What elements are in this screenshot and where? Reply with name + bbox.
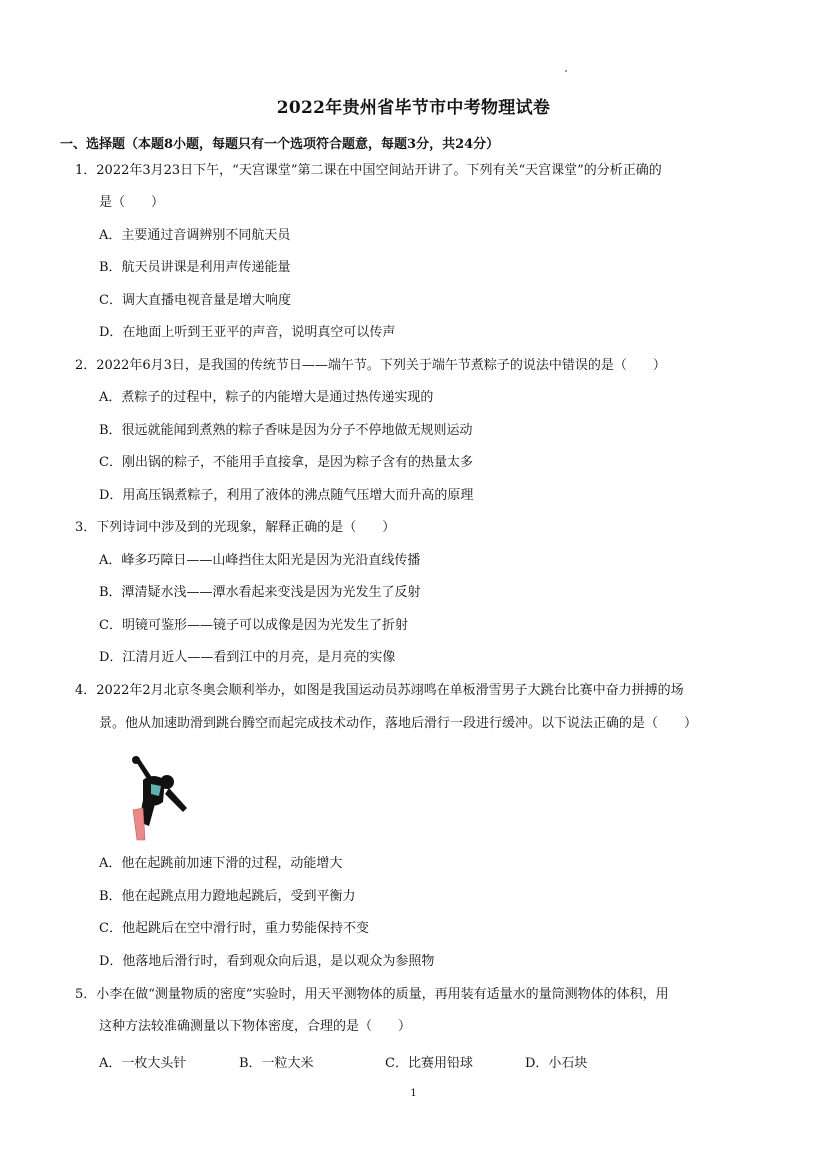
question-4-stem-line-1: 4．2022年2月北京冬奥会顺利举办，如图是我国运动员苏翊鸣在单板滑雪男子大跳台比赛中奋力拼搏的场	[75, 683, 684, 698]
question-2-option-a: A．煮粽子的过程中，粽子的内能增大是通过热传递实现的	[99, 390, 434, 405]
question-4-stem-line-2: 景。他从加速助滑到跳台腾空而起完成技术动作，落地后滑行一段进行缓冲。以下说法正确的是（ ）	[99, 716, 698, 731]
question-2-stem-line-1: 2．2022年6月3日，是我国的传统节日——端午节。下列关于端午节煮粽子的说法中错误的是（ ）	[75, 358, 666, 373]
question-3-option-d: D．江清月近人——看到江中的月亮，是月亮的实像	[99, 650, 396, 665]
question-5-option-c: C．比赛用铅球	[385, 1056, 473, 1071]
question-3-option-c: C．明镜可鉴形——镜子可以成像是因为光发生了折射	[99, 618, 408, 633]
page-title: 2022年贵州省毕节市中考物理试卷	[276, 98, 551, 118]
section-heading: 一、选择题（本题8小题，每题只有一个选项符合题意，每题3分，共24分）	[60, 137, 500, 152]
page-number: 1	[410, 1088, 417, 1099]
question-1-option-c: C．调大直播电视音量是增大响度	[99, 293, 291, 308]
question-5-options	[99, 1052, 587, 1071]
question-3-option-b: B．潭清疑水浅——潭水看起来变浅是因为光发生了反射	[99, 585, 421, 600]
question-2-option-d: D．用高压锅煮粽子，利用了液体的沸点随气压增大而升高的原理	[99, 488, 474, 503]
question-5-stem-line-2: 这种方法较准确测量以下物体密度，合理的是（ ）	[99, 1019, 412, 1034]
question-3-stem-line-1: 3．下列诗词中涉及到的光现象，解释正确的是（ ）	[75, 520, 396, 535]
question-2-option-c: C．刚出锅的粽子，不能用手直接拿，是因为粽子含有的热量太多	[99, 455, 473, 470]
question-5-option-a: A．一枚大头针	[99, 1056, 187, 1071]
question-1-option-a: A．主要通过音调辨别不同航天员	[99, 228, 291, 243]
snowboarder-icon	[125, 752, 195, 842]
scan-dot	[565, 70, 567, 72]
question-1-option-b: B．航天员讲课是利用声传递能量	[99, 260, 291, 275]
question-4-option-d: D．他落地后滑行时，看到观众向后退，是以观众为参照物	[99, 954, 435, 969]
question-5-option-b: B．一粒大米	[239, 1056, 314, 1071]
question-1-stem-line-2: 是（ ）	[99, 195, 165, 210]
question-2-option-b: B．很远就能闻到煮熟的粽子香味是因为分子不停地做无规则运动	[99, 423, 473, 438]
question-5-stem-line-1: 5．小李在做“测量物质的密度”实验时，用天平测物体的质量，再用装有适量水的量筒测物体的体积，用	[75, 987, 669, 1002]
question-5-option-d: D．小石块	[525, 1056, 588, 1071]
question-4-option-b: B．他在起跳点用力蹬地起跳后，受到平衡力	[99, 889, 356, 904]
question-3-option-a: A．峰多巧障日——山峰挡住太阳光是因为光沿直线传播	[99, 553, 421, 568]
question-1-stem-line-1: 1．2022年3月23日下午，“天宫课堂”第二课在中国空间站开讲了。下列有关“天宫课堂”的分析正确的	[75, 163, 662, 178]
question-1-option-d: D．在地面上听到王亚平的声音，说明真空可以传声	[99, 325, 396, 340]
question-4-option-c: C．他起跳后在空中滑行时，重力势能保持不变	[99, 921, 369, 936]
snowboarder-photo	[125, 752, 195, 842]
question-4-option-a: A．他在起跳前加速下滑的过程，动能增大	[99, 856, 343, 871]
